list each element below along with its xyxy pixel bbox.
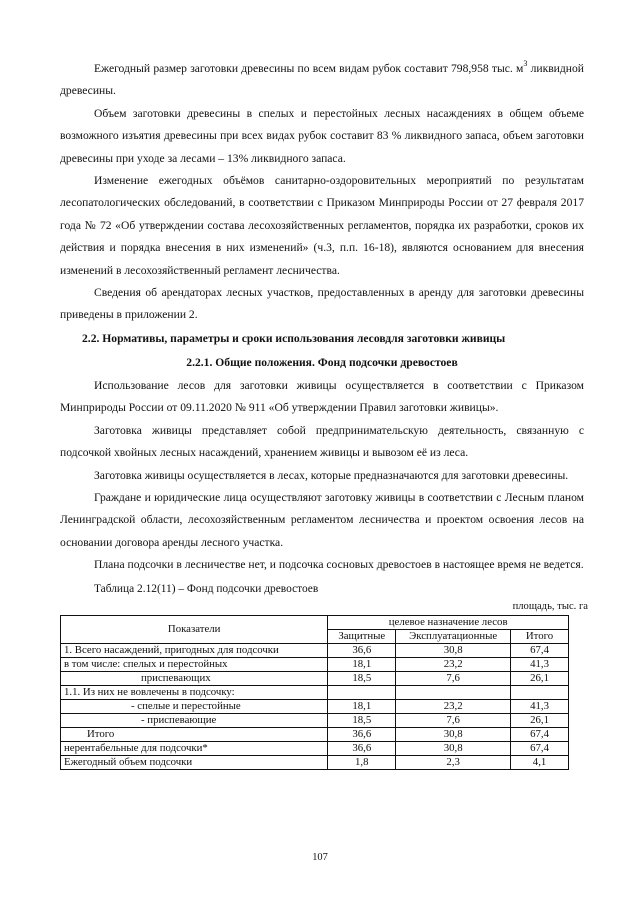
table-row: Итого 36,6 30,8 67,4 — [61, 727, 569, 741]
header-indicators: Показатели — [61, 615, 328, 643]
subsection-heading: 2.2.1. Общие положения. Фонд подсочки древостоев — [186, 355, 458, 369]
paragraph-resin-rules: Использование лесов для заготовки живицы осуществляется в соответствии с Приказом Минприроды России от 09.11.2020 № 911 «Об утверждении Правил заготовки живицы». — [60, 378, 584, 415]
paragraph-lessees: Сведения об арендаторах лесных участков, предоставленных в аренду для заготовки древесины приведены в приложении 2. — [60, 286, 584, 322]
header-operational: Эксплуатационные — [396, 629, 511, 643]
table-row: 1. Всего насаждений, пригодных для подсочки 36,6 30,8 67,4 — [61, 643, 569, 657]
table-units: площадь, тыс. га — [512, 600, 588, 612]
table-row: приспевающих 18,5 7,6 26,1 — [61, 671, 569, 685]
table-row: нерентабельные для подсочки* 36,6 30,8 67,4 — [61, 741, 569, 755]
paragraph-no-plan: Плана подсочки в лесничестве нет, и подсочка сосновых древостоев в настоящее время не ведется. — [94, 558, 584, 572]
table-row: - приспевающие 18,5 7,6 26,1 — [61, 713, 569, 727]
paragraph-annual-harvest: Ежегодный размер заготовки древесины по всем видам рубок составит 798,958 тыс. $м^3$ ликвидной древесины. — [60, 59, 584, 98]
section-heading: 2.2. Нормативы, параметры и сроки использования лесовдля заготовки живицы — [82, 331, 506, 345]
page-number: 107 — [312, 852, 328, 863]
header-protective: Защитные — [328, 629, 396, 643]
superscript-3: 3 — [523, 59, 528, 68]
table-row: Ежегодный объем подсочки 1,8 2,3 4,1 — [61, 755, 569, 769]
paragraph-resin-legal: Граждане и юридические лица осуществляют заготовку живицы в соответствии с Лесным планом Ленинградской области, лесохозяйственным регламентом лесничества и проектом освоения лесов на основании договора аренды лесного участка. — [60, 490, 584, 549]
tapping-fund-table — [60, 615, 569, 770]
header-purpose-group: целевое назначение лесов — [328, 615, 569, 629]
paragraph-sanitary-measures: Изменение ежегодных объёмов санитарно-оздоровительных мероприятий по результатам лесопатологических обследований, в соответствии с Приказом Минприроды России от 27 февраля 2017 года № 72 «Об утверждении состава лесохозяйственных регламентов, порядка их разработки, сроков их действия и порядка внесения в них изменений» (ч.3, п.п. 16-18), являются основанием для внесения изменений в лесохозяйственный регламент лесничества. — [60, 174, 584, 277]
document-page — [60, 58, 588, 770]
paragraph-resin-activity: Заготовка живицы представляет собой предпринимательскую деятельность, связанную с подсочкой хвойных лесных насаждений, хранением живицы и вывозом её из леса. — [60, 423, 584, 460]
paragraph-harvest-share: Объем заготовки древесины в спелых и перестойных лесных насаждениях в общем объеме возможного изъятия древесины при всех видах рубок составит 83 % ликвидного запаса, объем заготовки древесины при уходе за лесами – 13% ликвидного запаса. — [60, 106, 584, 165]
table-row: 1.1. Из них не вовлечены в подсочку: — [61, 685, 569, 699]
table-row: в том числе: спелых и перестойных 18,1 23,2 41,3 — [61, 657, 569, 671]
header-total: Итого — [511, 629, 569, 643]
table-row: - спелые и перестойные 18,1 23,2 41,3 — [61, 699, 569, 713]
table-caption: Таблица 2.12(11) – Фонд подсочки древостоев — [94, 582, 319, 595]
paragraph-resin-forests: Заготовка живицы осуществляется в лесах, которые предназначаются для заготовки древесины. — [94, 468, 569, 482]
